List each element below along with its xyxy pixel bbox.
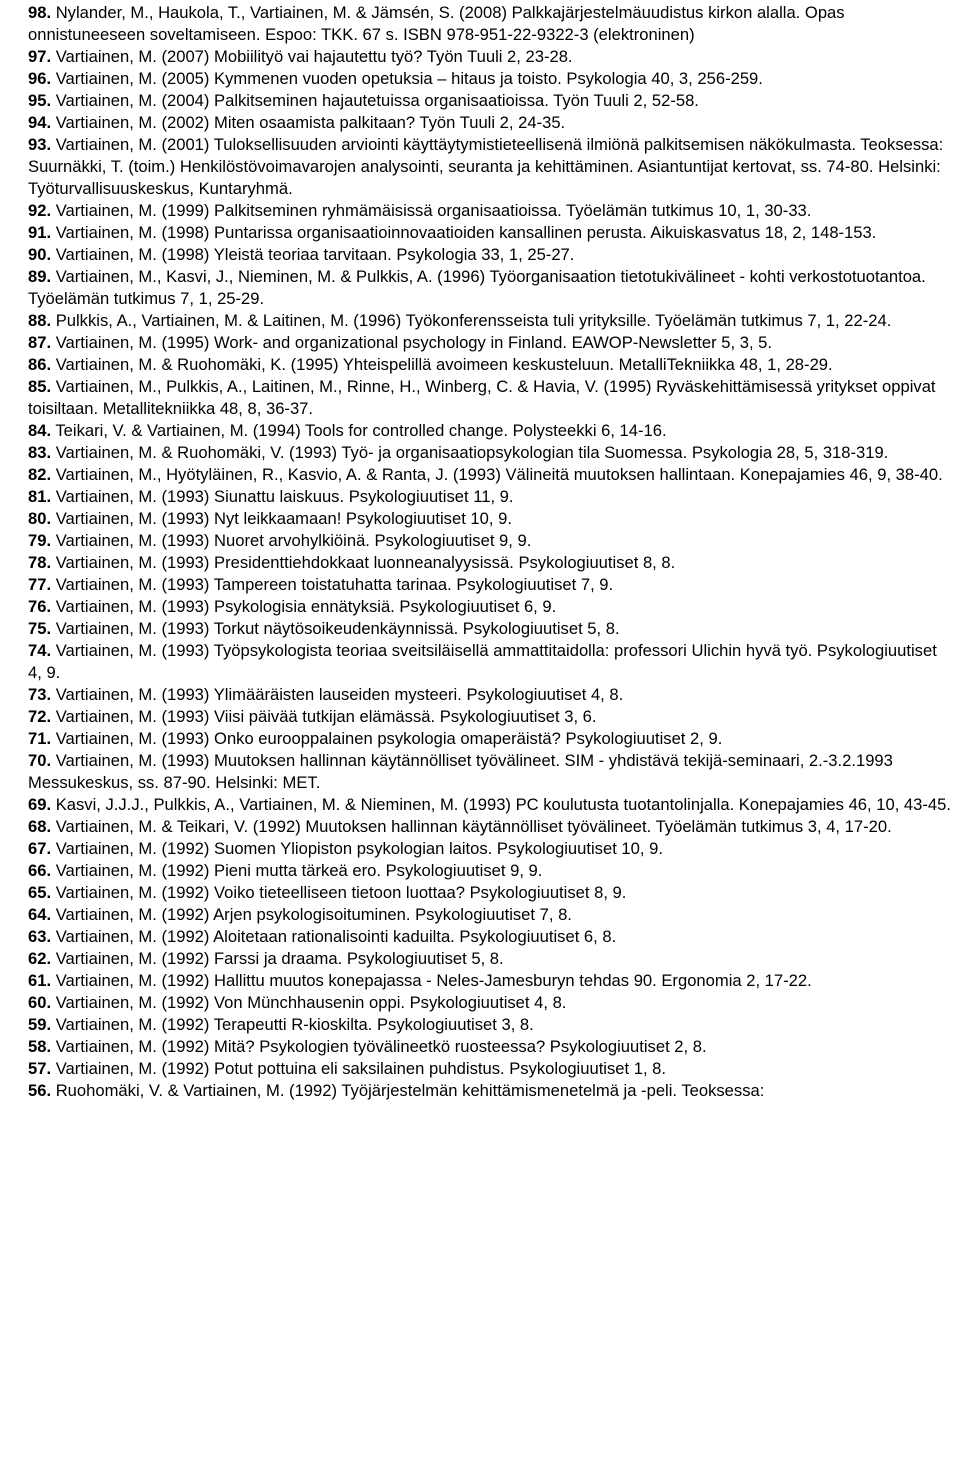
- reference-number: 66.: [28, 861, 52, 880]
- reference-number: 82.: [28, 465, 52, 484]
- reference-text: Vartiainen, M. (1992) Suomen Yliopiston psykologian laitos. Psykologiuutiset 10, 9.: [55, 839, 663, 858]
- reference-number: 88.: [28, 311, 52, 330]
- reference-number: 61.: [28, 971, 52, 990]
- reference-text: Vartiainen, M. (1992) Pieni mutta tärkeä ero. Psykologiuutiset 9, 9.: [55, 861, 543, 880]
- reference-number: 83.: [28, 443, 52, 462]
- reference-text: Vartiainen, M. (2004) Palkitseminen hajautetuissa organisaatioissa. Työn Tuuli 2, 52-58.: [55, 91, 699, 110]
- reference-number: 59.: [28, 1015, 52, 1034]
- reference-number: 86.: [28, 355, 52, 374]
- reference-text: Vartiainen, M., Hyötyläinen, R., Kasvio, A. & Ranta, J. (1993) Välineitä muutoksen hallintaan. Konepajamies 46, 9, 38-40.: [55, 465, 943, 484]
- reference-entry: [28, 1080, 952, 1102]
- reference-text: Vartiainen, M. (1993) Nyt leikkaamaan! Psykologiuutiset 10, 9.: [55, 509, 512, 528]
- reference-entry: [28, 596, 952, 618]
- reference-entry: [28, 728, 952, 750]
- reference-entry: [28, 200, 952, 222]
- reference-text: Vartiainen, M. (1993) Siunattu laiskuus. Psykologiuutiset 11, 9.: [55, 487, 514, 506]
- reference-entry: [28, 68, 952, 90]
- reference-text: Vartiainen, M. (1992) Farssi ja draama. Psykologiuutiset 5, 8.: [55, 949, 504, 968]
- reference-text: Vartiainen, M. (1993) Nuoret arvohylkiöinä. Psykologiuutiset 9, 9.: [55, 531, 532, 550]
- reference-entry: [28, 90, 952, 112]
- reference-text: Vartiainen, M., Pulkkis, A., Laitinen, M., Rinne, H., Winberg, C. & Havia, V. (1995) Ryväskehittämisessä yritykset oppivat toisiltaan. Metallitekniikka 48, 8, 36-37.: [28, 377, 936, 418]
- reference-text: Pulkkis, A., Vartiainen, M. & Laitinen, M. (1996) Työkonferensseista tuli yrityksille. Työelämän tutkimus 7, 1, 22-24.: [55, 311, 892, 330]
- reference-text: Vartiainen, M. (1992) Aloitetaan rationalisointi kaduilta. Psykologiuutiset 6, 8.: [55, 927, 617, 946]
- reference-text: Kasvi, J.J.J., Pulkkis, A., Vartiainen, M. & Nieminen, M. (1993) PC koulutusta tuotantolinjalla. Konepajamies 46, 10, 43-45.: [55, 795, 951, 814]
- reference-entry: [28, 904, 952, 926]
- reference-text: Nylander, M., Haukola, T., Vartiainen, M. & Jämsén, S. (2008) Palkkajärjestelmäuudistus kirkon alalla. Opas onnistuneeseen soveltamiseen. Espoo: TKK. 67 s. ISBN 978-951-22-9322-3 (elektroninen): [28, 3, 845, 44]
- reference-number: 67.: [28, 839, 52, 858]
- reference-number: 69.: [28, 795, 52, 814]
- reference-entry: [28, 266, 952, 310]
- reference-number: 97.: [28, 47, 52, 66]
- reference-entry: [28, 948, 952, 970]
- reference-list: [28, 2, 952, 1102]
- reference-text: Vartiainen, M. (1993) Torkut näytösoikeudenkäynnissä. Psykologiuutiset 5, 8.: [55, 619, 620, 638]
- reference-entry: [28, 376, 952, 420]
- reference-entry: [28, 112, 952, 134]
- reference-entry: [28, 244, 952, 266]
- reference-text: Vartiainen, M. (1993) Muutoksen hallinnan käytännölliset työvälineet. SIM - yhdistävä tekijä-seminaari, 2.-3.2.1993 Messukeskus, ss. 87-90. Helsinki: MET.: [28, 751, 893, 792]
- reference-number: 79.: [28, 531, 52, 550]
- reference-entry: [28, 618, 952, 640]
- reference-number: 71.: [28, 729, 52, 748]
- reference-entry: [28, 1036, 952, 1058]
- reference-text: Vartiainen, M. (1993) Ylimääräisten lauseiden mysteeri. Psykologiuutiset 4, 8.: [55, 685, 624, 704]
- reference-number: 98.: [28, 3, 52, 22]
- reference-number: 90.: [28, 245, 52, 264]
- reference-text: Vartiainen, M. (1993) Tampereen toistatuhatta tarinaa. Psykologiuutiset 7, 9.: [55, 575, 614, 594]
- reference-text: Vartiainen, M. (2001) Tuloksellisuuden arviointi käyttäytymistieteellisenä ilmiönä palkitsemisen näkökulmasta. Teoksessa: Suurnäkki, T. (toim.) Henkilöstövoimavarojen analysointi, seuranta ja kehittäminen. Asiantuntijat kertovat, ss. 74-80. Helsinki: Työturvallisuuskeskus, Kuntaryhmä.: [28, 135, 944, 198]
- reference-text: Vartiainen, M. (2005) Kymmenen vuoden opetuksia – hitaus ja toisto. Psykologia 40, 3, 256-259.: [55, 69, 763, 88]
- reference-text: Vartiainen, M. (1992) Potut pottuina eli saksilainen puhdistus. Psykologiuutiset 1, 8.: [55, 1059, 667, 1078]
- reference-number: 56.: [28, 1081, 52, 1100]
- reference-number: 81.: [28, 487, 52, 506]
- reference-text: Vartiainen, M. (1992) Mitä? Psykologien työvälineetkö ruosteessa? Psykologiuutiset 2, 8.: [55, 1037, 707, 1056]
- reference-number: 92.: [28, 201, 52, 220]
- reference-entry: [28, 1014, 952, 1036]
- reference-text: Vartiainen, M. (2007) Mobiilityö vai hajautettu työ? Työn Tuuli 2, 23-28.: [55, 47, 573, 66]
- reference-entry: [28, 508, 952, 530]
- reference-number: 84.: [28, 421, 52, 440]
- reference-entry: [28, 134, 952, 200]
- reference-entry: [28, 354, 952, 376]
- reference-number: 91.: [28, 223, 52, 242]
- reference-text: Vartiainen, M. (1995) Work- and organizational psychology in Finland. EAWOP-Newsletter 5, 3, 5.: [55, 333, 773, 352]
- reference-entry: [28, 684, 952, 706]
- reference-entry: [28, 794, 952, 816]
- reference-number: 95.: [28, 91, 52, 110]
- reference-entry: [28, 926, 952, 948]
- reference-number: 63.: [28, 927, 52, 946]
- reference-text: Vartiainen, M. (1992) Voiko tieteelliseen tietoon luottaa? Psykologiuutiset 8, 9.: [55, 883, 627, 902]
- reference-number: 68.: [28, 817, 52, 836]
- reference-text: Vartiainen, M. & Ruohomäki, K. (1995) Yhteispelillä avoimeen keskusteluun. MetalliTekniikka 48, 1, 28-29.: [55, 355, 833, 374]
- reference-number: 85.: [28, 377, 52, 396]
- reference-text: Vartiainen, M. (1998) Yleistä teoriaa tarvitaan. Psykologia 33, 1, 25-27.: [55, 245, 575, 264]
- reference-text: Vartiainen, M. (1993) Presidenttiehdokkaat luonneanalyysissä. Psykologiuutiset 8, 8.: [55, 553, 676, 572]
- reference-entry: [28, 332, 952, 354]
- reference-text: Vartiainen, M. (1992) Hallittu muutos konepajassa - Neles-Jamesburyn tehdas 90. Ergonomia 2, 17-22.: [55, 971, 812, 990]
- reference-text: Vartiainen, M. (1992) Von Münchhausenin oppi. Psykologiuutiset 4, 8.: [55, 993, 567, 1012]
- reference-text: Vartiainen, M. (1993) Onko eurooppalainen psykologia omaperäistä? Psykologiuutiset 2, 9.: [55, 729, 723, 748]
- reference-number: 72.: [28, 707, 52, 726]
- reference-entry: [28, 464, 952, 486]
- reference-number: 58.: [28, 1037, 52, 1056]
- reference-number: 78.: [28, 553, 52, 572]
- reference-text: Vartiainen, M. (1992) Arjen psykologisoituminen. Psykologiuutiset 7, 8.: [55, 905, 572, 924]
- reference-text: Vartiainen, M. (2002) Miten osaamista palkitaan? Työn Tuuli 2, 24-35.: [55, 113, 566, 132]
- reference-entry: [28, 838, 952, 860]
- reference-entry: [28, 46, 952, 68]
- reference-text: Vartiainen, M. (1993) Työpsykologista teoriaa sveitsiläisellä ammattitaidolla: professori Ulichin hyvä työ. Psykologiuutiset 4, 9.: [28, 641, 937, 682]
- reference-entry: [28, 816, 952, 838]
- reference-number: 76.: [28, 597, 52, 616]
- reference-number: 96.: [28, 69, 52, 88]
- reference-entry: [28, 442, 952, 464]
- reference-number: 94.: [28, 113, 52, 132]
- reference-number: 62.: [28, 949, 52, 968]
- reference-entry: [28, 970, 952, 992]
- reference-text: Vartiainen, M. & Teikari, V. (1992) Muutoksen hallinnan käytännölliset työvälineet. Työelämän tutkimus 3, 4, 17-20.: [55, 817, 892, 836]
- reference-entry: [28, 1058, 952, 1080]
- reference-number: 89.: [28, 267, 52, 286]
- reference-text: Vartiainen, M. & Ruohomäki, V. (1993) Työ- ja organisaatiopsykologian tila Suomessa. Psykologia 28, 5, 318-319.: [55, 443, 889, 462]
- reference-entry: [28, 530, 952, 552]
- reference-text: Vartiainen, M. (1993) Viisi päivää tutkijan elämässä. Psykologiuutiset 3, 6.: [55, 707, 597, 726]
- reference-entry: [28, 882, 952, 904]
- reference-entry: [28, 992, 952, 1014]
- reference-entry: [28, 706, 952, 728]
- reference-text: Vartiainen, M. (1999) Palkitseminen ryhmämäisissä organisaatioissa. Työelämän tutkimus 10, 1, 30-33.: [55, 201, 812, 220]
- reference-entry: [28, 222, 952, 244]
- reference-entry: [28, 486, 952, 508]
- reference-text: Vartiainen, M. (1993) Psykologisia ennätyksiä. Psykologiuutiset 6, 9.: [55, 597, 557, 616]
- reference-entry: [28, 750, 952, 794]
- reference-number: 77.: [28, 575, 52, 594]
- reference-number: 64.: [28, 905, 52, 924]
- reference-entry: [28, 420, 952, 442]
- reference-number: 80.: [28, 509, 52, 528]
- reference-text: Vartiainen, M., Kasvi, J., Nieminen, M. & Pulkkis, A. (1996) Työorganisaation tietotukivälineet - kohti verkostotuotantoa. Työelämän tutkimus 7, 1, 25-29.: [28, 267, 926, 308]
- reference-number: 57.: [28, 1059, 52, 1078]
- reference-entry: [28, 552, 952, 574]
- reference-number: 70.: [28, 751, 52, 770]
- reference-text: Vartiainen, M. (1992) Terapeutti R-kioskilta. Psykologiuutiset 3, 8.: [55, 1015, 534, 1034]
- reference-text: Vartiainen, M. (1998) Puntarissa organisaatioinnovaatioiden kansallinen perusta. Aikuiskasvatus 18, 2, 148-153.: [55, 223, 877, 242]
- reference-entry: [28, 640, 952, 684]
- reference-entry: [28, 860, 952, 882]
- reference-number: 60.: [28, 993, 52, 1012]
- reference-number: 87.: [28, 333, 52, 352]
- reference-entry: [28, 574, 952, 596]
- reference-number: 93.: [28, 135, 52, 154]
- reference-number: 75.: [28, 619, 52, 638]
- reference-entry: [28, 310, 952, 332]
- reference-number: 74.: [28, 641, 52, 660]
- reference-text: Ruohomäki, V. & Vartiainen, M. (1992) Työjärjestelmän kehittämismenetelmä ja -peli. Teoksessa:: [55, 1081, 765, 1100]
- reference-number: 65.: [28, 883, 52, 902]
- reference-text: Teikari, V. & Vartiainen, M. (1994) Tools for controlled change. Polysteekki 6, 14-16.: [55, 421, 667, 440]
- reference-entry: [28, 2, 952, 46]
- reference-number: 73.: [28, 685, 52, 704]
